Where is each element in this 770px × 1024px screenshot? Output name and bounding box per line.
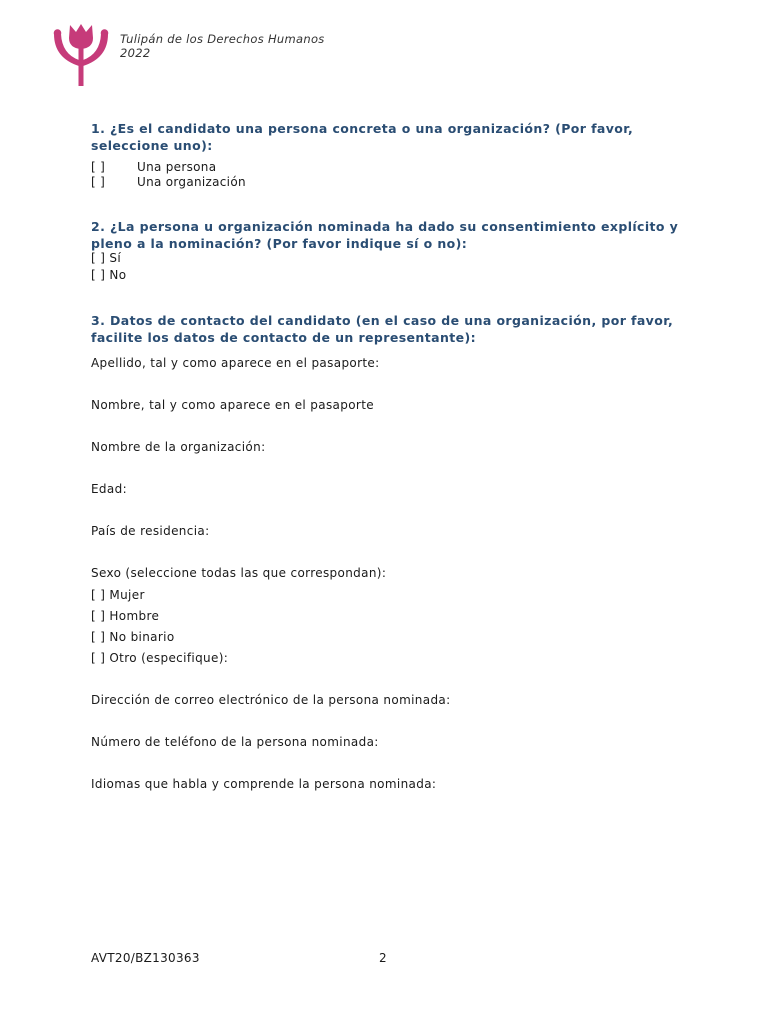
question-2-option-yes[interactable]: [ ] Sí: [91, 251, 122, 265]
checkbox[interactable]: [ ]: [91, 175, 106, 189]
checkbox[interactable]: [ ]: [91, 160, 106, 174]
question-2-option-no[interactable]: [ ] No: [91, 268, 127, 282]
surname-field-label: Apellido, tal y como aparece en el pasaporte:: [91, 356, 380, 370]
sex-option-other[interactable]: [ ] Otro (especifique):: [91, 651, 229, 665]
email-field-label: Dirección de correo electrónico de la persona nominada:: [91, 693, 451, 707]
sex-field-label: Sexo (seleccione todas las que correspondan):: [91, 566, 387, 580]
languages-field-label: Idiomas que habla y comprende la persona nominada:: [91, 777, 437, 791]
tulip-logo-icon: [52, 22, 110, 88]
name-field-label: Nombre, tal y como aparece en el pasaporte: [91, 398, 374, 412]
sex-option-male[interactable]: [ ] Hombre: [91, 609, 160, 623]
header-year: 2022: [120, 46, 151, 60]
header-title: Tulipán de los Derechos Humanos: [120, 32, 325, 46]
phone-field-label: Número de teléfono de la persona nominada:: [91, 735, 379, 749]
age-field-label: Edad:: [91, 482, 127, 496]
question-3-title: 3. Datos de contacto del candidato (en el caso de una organización, por favor, facilite los datos de contacto de un representante):: [91, 313, 674, 345]
sex-option-nonbinary[interactable]: [ ] No binario: [91, 630, 175, 644]
question-1-option[interactable]: [91, 175, 246, 190]
option-label: Una organización: [137, 175, 246, 189]
question-1-option[interactable]: [91, 160, 216, 175]
question-1-title: 1. ¿Es el candidato una persona concreta o una organización? (Por favor, seleccione uno):: [91, 121, 634, 153]
header: [120, 32, 325, 60]
country-field-label: País de residencia:: [91, 524, 210, 538]
option-label: Una persona: [137, 160, 217, 174]
document-code: AVT20/BZ130363: [91, 951, 200, 965]
question-2-title: 2. ¿La persona u organización nominada ha dado su consentimiento explícito y pleno a la nominación? (Por favor indique sí o no):: [91, 219, 679, 251]
sex-option-female[interactable]: [ ] Mujer: [91, 588, 145, 602]
page-number: 2: [379, 951, 387, 965]
org-name-field-label: Nombre de la organización:: [91, 440, 266, 454]
